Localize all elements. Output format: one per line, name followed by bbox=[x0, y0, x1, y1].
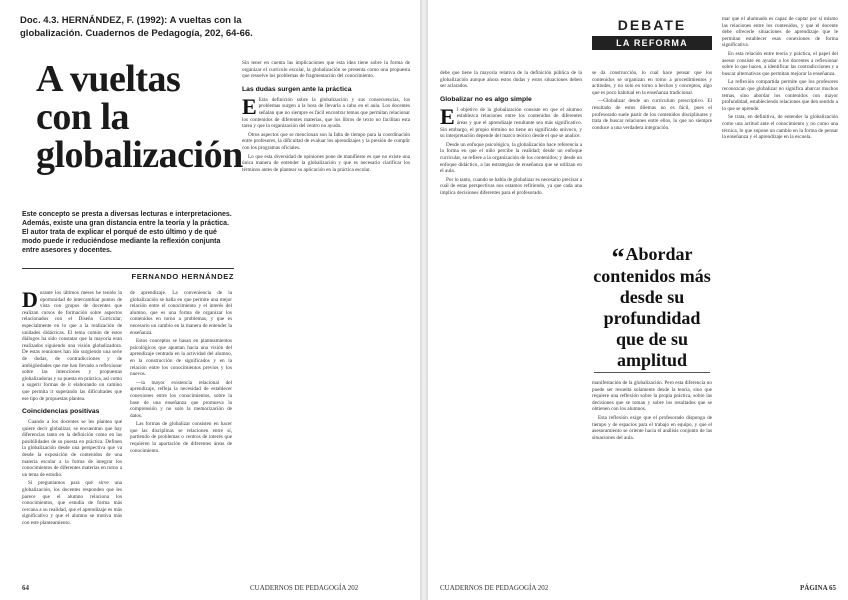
right-column-3 bbox=[722, 16, 838, 143]
section-subtitle: LA REFORMA bbox=[592, 36, 712, 50]
section-heading: Globalizar no es algo simple bbox=[440, 95, 532, 103]
body-paragraph: de aprendizaje. La conveniencia de la globalización se halla en que permite una mejor relación entre el conocimiento y el interés del alumno, que es una forma de organizar los contenidos en torno a problemas, y que es necesario un cambio en la manera de entender la enseñanza. bbox=[130, 290, 232, 336]
right-page bbox=[428, 0, 848, 600]
document-reference: Doc. 4.3. HERNÁNDEZ, F. (1992): A vueltas con la globalización. Cuadernos de Pedagogía, 202, 64-66. bbox=[20, 15, 253, 39]
footer-magazine-title: CUADERNOS DE PEDAGOGÍA 202 bbox=[440, 584, 549, 592]
section-banner bbox=[592, 16, 712, 56]
drop-cap: E bbox=[440, 103, 455, 129]
body-paragraph: El objetivo de la globalización consiste en que el alumno establezca relaciones entre los contenidos de diferentes áreas y que el aprendizaje resultante sea más significativo. Sin embargo, el propio término no tiene un significado unívoco, y su interpretación depende del marco teórico desde el que se analice. bbox=[440, 103, 582, 140]
pull-quote: “Abordar contenidos más desde su profundidad que de su amplitud bbox=[593, 243, 711, 370]
right-column-2-bottom bbox=[592, 380, 712, 443]
pull-quote-rule bbox=[594, 372, 710, 373]
body-paragraph: E Esta definición sobre la globalización y sus consecuencias, los problemas surgen a la hora de llevarla a cabo en el aula. Los docentes señalan que no siempre es fácil encontrar temas que permitan relacionar los contenidos de diferentes materias, que los libros de texto no facilitan esta tarea y que la organización del centro no ayuda. bbox=[242, 93, 410, 130]
right-column-1 bbox=[440, 70, 582, 199]
left-column-1 bbox=[22, 287, 122, 529]
body-paragraph: Cuando a los docentes se les plantea qué quiere decir globalizar, se encuentran que hay diferencias tanto en la definición como en las posibilidades de su puesta en práctica. Definen la globalización desde una perspectiva que va desde la exposición de contenidos de una materia escolar a la forma de integrar los conocimientos de diferentes materias en torno a un tema de estudio. bbox=[22, 419, 122, 478]
drop-cap: D bbox=[22, 287, 38, 312]
article-title bbox=[36, 58, 243, 176]
body-paragraph: Si preguntamos para qué sirve una globalización, los docentes responden que les parece que el alumno relaciona los conocimientos, que estudia de forma más cercana a su realidad, que el aprendizaje es más significativo y que el alumno se motiva más con este planteamiento. bbox=[22, 480, 122, 526]
left-page bbox=[0, 0, 420, 600]
body-paragraph: Desde un enfoque psicológico, la globalización hace referencia a la forma en que el niño percibe la realidad; desde un enfoque curricular, se refiere a la organización de los contenidos; y desde un enfoque didáctico, a las estrategias de enseñanza que se utilizan en el aula. bbox=[440, 141, 582, 175]
body-paragraph: se da construcción, lo cual hace pensar que los contenidos se organizan en torno a procedimientos y actitudes, y no solo en torno a hechos y conceptos, algo que es poco habitual en la enseñanza tradicional. bbox=[592, 70, 712, 96]
body-paragraph: Estos conceptos se basan en planteamientos psicológicos que apuntan hacia una visión del aprendizaje centrada en la actividad del alumno, en la construcción de significados y en la relación entre los conocimientos previos y los nuevos. bbox=[130, 338, 232, 378]
page-number: 64 bbox=[22, 584, 29, 592]
body-paragraph: Otros aspectos que se mencionan son la falta de tiempo para la coordinación entre profesores, la dificultad de evaluar los aprendizajes y la presión de cumplir con los programas oficiales. bbox=[242, 131, 410, 151]
body-paragraph: —Globalizar desde un currículum prescriptivo. El resultado de estos dilemas no es fácil, pues el profesorado suele partir de los contenidos disciplinares y trata de buscar relaciones entre ellos, lo que no siempre conduce a una verdadera integración. bbox=[592, 98, 712, 131]
section-heading: Las dudas surgen ante la práctica bbox=[242, 85, 352, 93]
page-number: PÁGINA 65 bbox=[800, 584, 836, 592]
body-paragraph: —la mayor existencia relacional del aprendizaje, refleja la necesidad de establecer conexiones entre los conocimientos, sobre la base de una enseñanza que promueva la comprensión y no solo la memorización de datos. bbox=[130, 379, 232, 419]
left-column-2 bbox=[130, 290, 232, 456]
body-paragraph: En esta relación entre teoría y práctica, el papel del asesor consiste en ayudar a los docentes a reflexionar sobre lo que hacen, a identificar las contradicciones y a buscar alternativas que permitan mejorar la enseñanza. bbox=[722, 50, 838, 77]
body-paragraph: Lo que esta diversidad de opiniones pone de manifiesto es que no existe una única manera de entender la globalización y que es necesario clarificar los términos antes de plantear su aplicación en la práctica escolar. bbox=[242, 153, 410, 173]
drop-cap: E bbox=[242, 93, 257, 119]
body-paragraph: debe que tiene la mayoría relativa de la definición pública de la globalización aunque ahora estos dudas y estos situaciones deben ser aclarados. bbox=[440, 70, 582, 90]
title-line-1: A vueltas con la bbox=[36, 58, 181, 138]
page-gutter bbox=[420, 0, 428, 600]
body-paragraph: Sin tener en cuenta las implicaciones que esta idea tiene sobre la forma de organizar el currículo escolar, la globalización se presenta como una propuesta que resuelve los problemas de fragmentación del conocimiento. bbox=[242, 60, 410, 80]
body-paragraph: Las formas de globalizar consisten en hacer que las disciplinas se relacionen entre sí, partiendo de problemas o centros de interés que requieren la aportación de diferentes áreas de conocimiento. bbox=[130, 421, 232, 454]
footer-magazine-title: CUADERNOS DE PEDAGOGÍA 202 bbox=[250, 584, 359, 592]
right-column-2-top bbox=[592, 70, 712, 133]
body-paragraph: La reflexión compartida permite que los profesores reconozcan que globalizar no significa abarcar muchos temas, sino abordar los contenidos con mayor profundidad, estableciendo relaciones que den sentido a lo que se aprende. bbox=[722, 79, 838, 112]
title-line-2: globalización bbox=[36, 134, 243, 176]
lead-paragraph: Este concepto se presta a diversas lecturas e interpretaciones. Además, existe una gran distancia entre la teoría y la práctica. El autor trata de explicar el porqué de esto último y de qué modo puede ir reduciéndose mediante la reflexión conjunta entre asesores y docentes. bbox=[22, 211, 232, 254]
section-title: DEBATE bbox=[617, 17, 687, 33]
body-paragraph: Por lo tanto, cuando se habla de globalizar es necesario precisar a cuál de estas perspectivas nos estamos refiriendo, ya que cada una implica decisiones diferentes para el profesorado. bbox=[440, 176, 582, 196]
author-name: FERNANDO HERNÁNDEZ bbox=[22, 268, 234, 281]
body-paragraph: Esta reflexión exige que el profesorado disponga de tiempo y de espacios para el trabajo en equipo, y que el asesoramiento se oriente hacia el análisis conjunto de las situaciones del aula. bbox=[592, 414, 712, 441]
body-paragraph: manifestación de la globalización. Pero esta diferencia no puede ser resuelta solamente desde la teoría, sino que requiere una reflexión sobre la propia práctica, sobre las decisiones que se toman y sobre los resultados que se obtienen con los alumnos. bbox=[592, 380, 712, 413]
body-paragraph: Se trata, en definitiva, de entender la globalización como una actitud ante el conocimiento y no como una técnica, lo que supone un cambio en la forma de pensar la enseñanza y el aprendizaje en la escuela. bbox=[722, 114, 838, 141]
body-paragraph: mar que el alumnado es capaz de captar por sí mismo las relaciones entre los contenidos, y que el docente debe ofrecerle situaciones de aprendizaje que le permitan establecer esas conexiones de forma significativa. bbox=[722, 16, 838, 49]
left-column-3 bbox=[242, 60, 410, 175]
quote-mark-icon: “ bbox=[611, 243, 625, 272]
section-heading: Coincidencias positivas bbox=[22, 408, 100, 416]
body-paragraph: Durante los últimos meses he tenido la oportunidad de intercambiar puntos de vista con grupos de docentes que realizan cursos de formación sobre aspectos relacionados con el Diseño Curricular, especialmente en lo que a la realización de unidades didácticas. El tema común de estos diálogos ha sido constatar que la mayoría eran realizados siguiendo una visión globalizadora. De estas reuniones han ido surgiendo una serie de dudas, de contradicciones y de ambigüedades que me han llevado a reflexionar sobre las intenciones y propuestas globalizadoras y su puesta en práctica, así como a sugerir formas de ir elaborando un camino que permita ir superando las dificultades que ese tipo de propuestas plantea. bbox=[22, 287, 122, 402]
